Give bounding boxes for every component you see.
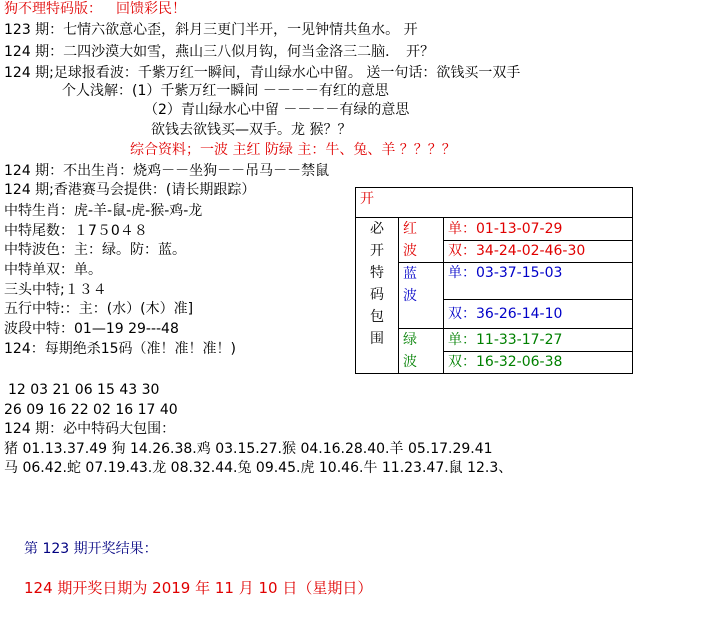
green-odd-row: 单：11-33-17-27	[444, 329, 633, 352]
green-wave-label: 绿 波	[399, 329, 444, 374]
line-tail-numbers: 中特尾数：１7５0４８	[4, 223, 148, 239]
line-123-riddle: 123 期：七情六欲意心歪，斜月三更门半开，一见钟情共鱼水。 开	[4, 22, 418, 38]
line-124-riddle: 124 期：二四沙漠大如雪，燕山三八似月钩，何当金洛三二脑． 开？	[4, 44, 435, 60]
line-personal-note-1: 个人浅解：(1）千紫万红一瞬间 －－－－有红的意思	[62, 83, 389, 99]
line-draw-date: 124 期开奖日期为 2019 年 11 月 10 日（星期日）	[24, 579, 373, 597]
blue-even-row: 双：36-26-14-10	[444, 300, 633, 329]
red-even-row: 双：34-24-02-46-30	[444, 240, 633, 263]
green-even-row: 双：16-32-06-38	[444, 351, 633, 374]
line-not-zodiac: 124 期：不出生肖：烧鸡－－坐狗－－吊马－－禁鼠	[4, 163, 330, 179]
header-right: 回馈彩民！	[116, 1, 186, 17]
special-code-table	[355, 187, 633, 374]
line-zodiac-numbers-1: 猪 01.13.37.49 狗 14.26.38.鸡 03.15.27.猴 04.16.28.40.羊 05.17.29.41	[4, 441, 493, 457]
line-personal-note-3: 欲钱去欲钱买—双手。龙 猴？？	[151, 122, 352, 138]
red-odd-row: 单：01-13-07-29	[444, 218, 633, 241]
line-five-elements: 五行中特:：主：(水）(木）准]	[4, 301, 194, 317]
line-zodiac: 中特生肖：虎-羊-鼠-虎-猴-鸡-龙	[4, 203, 203, 219]
line-wave-color: 中特波色：主：绿。防：蓝。	[4, 242, 186, 258]
line-package-title: 124 期：必中特码大包围：	[4, 421, 176, 437]
line-wave-range: 波段中特：01—19 29---48	[4, 321, 179, 337]
line-numbers-2: 26 09 16 22 02 16 17 40	[4, 402, 178, 418]
line-kill-numbers: 124：每期绝杀15码（准！准！准！)	[4, 341, 236, 357]
line-head-numbers: 三头中特;１３４	[4, 282, 107, 298]
red-wave-label: 红 波	[399, 218, 444, 263]
table-header: 开	[356, 188, 633, 218]
line-personal-note-2: （2）青山绿水心中留 －－－－有绿的意思	[144, 102, 410, 118]
line-summary: 综合资料；一波 主红 防绿 主：牛、兔、羊 ？？？？	[130, 142, 456, 158]
blue-wave-label: 蓝 波	[399, 263, 444, 329]
side-label: 必 开 特 码 包 围	[356, 218, 399, 374]
blue-odd-row: 单：03-37-15-03	[444, 263, 633, 300]
line-numbers-1: 12 03 21 06 15 43 30	[8, 382, 160, 398]
line-football-report: 124 期;足球报看波：千紫万红一瞬间，青山绿水心中留。 送一句话：欲钱买一双手	[4, 65, 521, 81]
line-result-title: 第 123 期开奖结果：	[24, 541, 158, 557]
line-hk-jockey: 124 期;香港赛马会提供：(请长期跟踪）	[4, 182, 256, 198]
line-odd-even: 中特单双：单。	[4, 262, 102, 278]
line-zodiac-numbers-2: 马 06.42.蛇 07.19.43.龙 08.32.44.兔 09.45.虎 10.46.牛 11.23.47.鼠 12.3、	[4, 460, 513, 476]
page-header	[4, 0, 186, 18]
header-left: 狗不理特码版：	[4, 1, 102, 17]
